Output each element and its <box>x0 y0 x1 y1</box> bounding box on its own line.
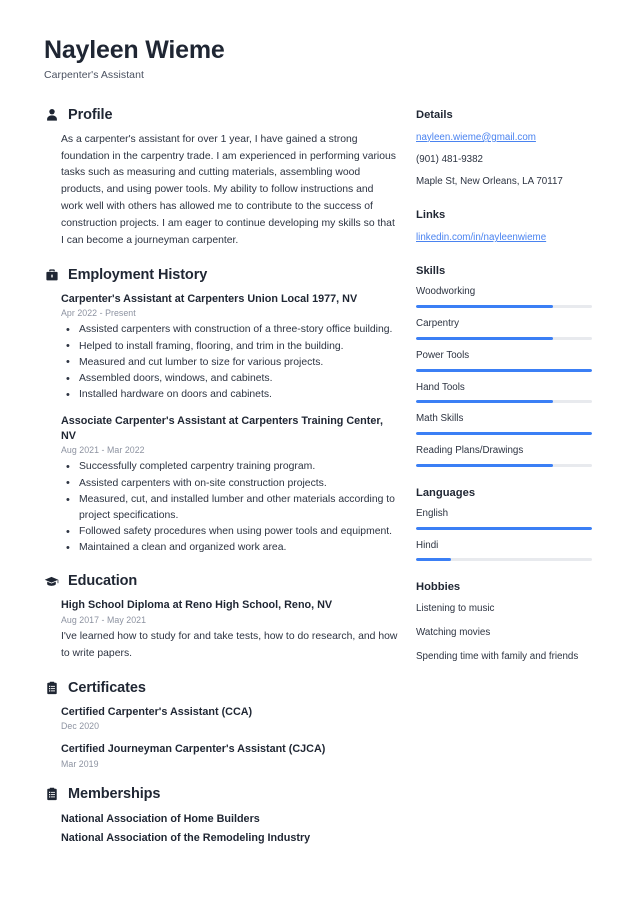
skill-item <box>416 445 592 467</box>
section-education <box>44 573 398 662</box>
list-item: • Assisted carpenters with on-site construction projects. <box>61 476 398 492</box>
skill-item <box>416 286 592 308</box>
graduation-cap-icon <box>44 574 59 589</box>
section-body <box>44 132 398 250</box>
sidebar-title-details: Details <box>416 108 453 121</box>
entry-date: Dec 2020 <box>61 721 100 732</box>
section-body <box>44 598 398 662</box>
sidebar-block-skills <box>416 265 592 466</box>
section-header <box>44 573 398 589</box>
page-title: Nayleen Wieme <box>44 36 225 64</box>
list-item: • Maintained a clean and organized work area. <box>61 540 398 556</box>
entry-bullets <box>61 459 398 556</box>
entry-title: Carpenter's Assistant at Carpenters Union Local 1977, NV <box>61 292 358 305</box>
section-title-certificates: Certificates <box>68 679 146 696</box>
hobby-item: Watching movies <box>416 627 491 638</box>
list-item: • Followed safety procedures when using power tools and equipment. <box>61 524 398 540</box>
entry-title: Certified Journeyman Carpenter's Assistant (CJCA) <box>61 743 326 756</box>
skill-bar-fill <box>416 432 592 435</box>
section-title-memberships: Memberships <box>68 785 161 802</box>
section-memberships <box>44 786 398 847</box>
section-title-profile: Profile <box>68 106 113 123</box>
list-item: • Measured and cut lumber to size for various projects. <box>61 355 398 371</box>
section-body <box>44 811 398 847</box>
linkedin-link[interactable]: linkedin.com/in/nayleenwieme <box>416 232 547 244</box>
sidebar-column <box>416 107 592 685</box>
skill-item <box>416 382 592 404</box>
sidebar-title-links: Links <box>416 209 446 222</box>
skill-bar-fill <box>416 337 553 340</box>
skill-item <box>416 413 592 435</box>
sidebar-block-hobbies <box>416 581 592 664</box>
briefcase-icon <box>44 267 59 282</box>
language-item <box>416 508 592 530</box>
skill-label: Reading Plans/Drawings <box>416 445 524 457</box>
entry-date: Aug 2017 - May 2021 <box>61 614 147 625</box>
skill-bar-track <box>416 400 592 403</box>
sidebar-block-details <box>416 109 592 190</box>
skill-label: Math Skills <box>416 413 464 425</box>
list-item: • Assisted carpenters with construction of a three-story office building. <box>61 322 398 338</box>
list-item: • Helped to install framing, flooring, and trim in the building. <box>61 339 398 355</box>
section-header <box>44 786 398 802</box>
address-text: Maple St, New Orleans, LA 70117 <box>416 176 563 188</box>
skill-bar-fill <box>416 305 553 308</box>
section-certificates <box>44 680 398 769</box>
resume-columns <box>44 107 610 864</box>
resume-header <box>44 36 610 81</box>
skill-label: Hand Tools <box>416 381 465 393</box>
skill-bar-fill <box>416 400 553 403</box>
job-title: Carpenter's Assistant <box>44 68 144 81</box>
skill-bar-fill <box>416 464 553 467</box>
skill-bar-track <box>416 305 592 308</box>
profile-text: As a carpenter's assistant for over 1 year, I have gained a strong foundation in the carpentry trade. I am experienced in performing various tasks such as measuring and cutting materials, assembling wood products, and using power tools. My ability to follow instructions and work well with others has allowed me to contribute to the success of construction projects. I am eager to continue developing my skills so that I can become a journeyman carpenter. <box>61 133 396 246</box>
membership-item: National Association of the Remodeling Industry <box>61 832 311 845</box>
education-entry <box>61 598 398 662</box>
skill-bar-track <box>416 464 592 467</box>
employment-entry <box>61 414 398 556</box>
list-item: • Successfully completed carpentry training program. <box>61 459 398 475</box>
language-bar-fill <box>416 558 451 561</box>
sidebar-block-links <box>416 209 592 245</box>
list-item: • Measured, cut, and installed lumber and other materials according to project specifications. <box>61 492 398 524</box>
language-bar-fill <box>416 527 592 530</box>
entry-description: I've learned how to study for and take tests, how to do research, and how to write papers. <box>61 630 398 659</box>
language-label: Hindi <box>416 539 439 551</box>
certificate-entry <box>61 705 398 732</box>
skill-label: Carpentry <box>416 318 460 330</box>
language-bar-track <box>416 558 592 561</box>
section-profile <box>44 107 398 250</box>
clipboard-icon <box>44 786 59 801</box>
sidebar-block-languages <box>416 487 592 561</box>
section-title-employment: Employment History <box>68 266 208 283</box>
clipboard-icon <box>44 680 59 695</box>
skill-bar-track <box>416 432 592 435</box>
section-header <box>44 680 398 696</box>
email-link[interactable]: nayleen.wieme@gmail.com <box>416 131 536 143</box>
certificate-entry <box>61 742 398 769</box>
main-column <box>44 107 416 864</box>
skill-bar-track <box>416 337 592 340</box>
user-icon <box>44 107 59 122</box>
section-title-education: Education <box>68 573 138 590</box>
section-body <box>44 292 398 557</box>
employment-entry <box>61 292 398 404</box>
skill-bar-track <box>416 369 592 372</box>
section-header <box>44 107 398 123</box>
skill-item <box>416 318 592 340</box>
list-item: • Installed hardware on doors and cabinets. <box>61 387 398 403</box>
entry-title: Associate Carpenter's Assistant at Carpenters Training Center, NV <box>61 415 383 442</box>
hobby-item: Listening to music <box>416 603 495 615</box>
skill-label: Woodworking <box>416 286 476 298</box>
sidebar-title-skills: Skills <box>416 265 446 278</box>
sidebar-title-languages: Languages <box>416 486 476 499</box>
language-item <box>416 540 592 562</box>
skill-label: Power Tools <box>416 349 470 361</box>
entry-date: Apr 2022 - Present <box>61 308 136 319</box>
phone-text: (901) 481-9382 <box>416 153 483 165</box>
skill-item <box>416 350 592 372</box>
hobby-item: Spending time with family and friends <box>416 650 579 662</box>
language-label: English <box>416 507 449 519</box>
section-employment <box>44 267 398 557</box>
entry-title: High School Diploma at Reno High School, Reno, NV <box>61 599 333 612</box>
list-item: • Assembled doors, windows, and cabinets. <box>61 371 398 387</box>
entry-date: Aug 2021 - Mar 2022 <box>61 445 145 456</box>
section-body <box>44 705 398 769</box>
skill-bar-fill <box>416 369 592 372</box>
entry-title: Certified Carpenter's Assistant (CCA) <box>61 705 253 718</box>
membership-item: National Association of Home Builders <box>61 812 260 825</box>
section-header <box>44 267 398 283</box>
entry-date: Mar 2019 <box>61 758 99 769</box>
entry-bullets <box>61 322 398 403</box>
language-bar-track <box>416 527 592 530</box>
sidebar-title-hobbies: Hobbies <box>416 581 461 594</box>
